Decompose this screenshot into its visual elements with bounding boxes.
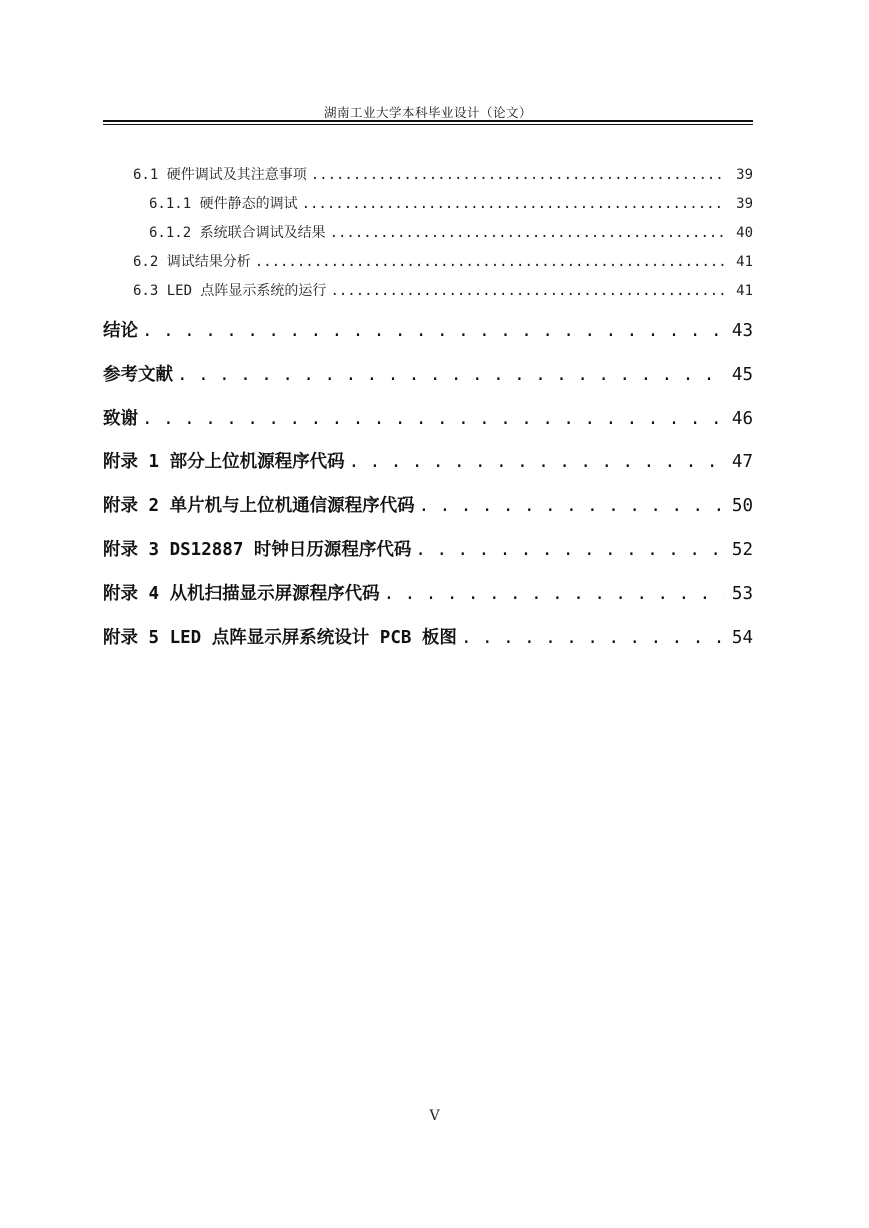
toc-entry-page: 53 [731, 584, 753, 604]
toc-entry[interactable] [103, 164, 753, 184]
running-header: 湖南工业大学本科毕业设计（论文） [323, 105, 532, 120]
toc-entry-title: 6.1.2 系统联合调试及结果 [149, 225, 326, 241]
toc-entry-page: 52 [731, 540, 753, 560]
toc-entry-title: 附录 4 从机扫描显示屏源程序代码 [103, 584, 380, 604]
toc-entry-conclusion[interactable] [103, 317, 753, 342]
toc-entry-title: 6.1.1 硬件静态的调试 [149, 196, 298, 212]
toc-dot-leader [419, 496, 725, 516]
toc-entry[interactable] [103, 251, 753, 271]
toc-entry-title: 结论 [103, 321, 138, 341]
toc-entry-page: 41 [736, 254, 753, 270]
header-rule [103, 120, 753, 122]
toc-dot-leader [311, 167, 725, 183]
toc-entry[interactable] [103, 222, 753, 242]
toc-entry-title: 附录 5 LED 点阵显示屏系统设计 PCB 板图 [103, 628, 457, 648]
toc-entry-appendix-5[interactable] [103, 624, 753, 649]
toc-entry-page: 39 [736, 196, 753, 212]
toc-dot-leader [415, 540, 725, 560]
toc-dot-leader [177, 365, 725, 385]
toc-entry-title: 致谢 [103, 409, 138, 429]
toc-entry-appendix-3[interactable] [103, 536, 753, 561]
toc-entry-title: 附录 2 单片机与上位机通信源程序代码 [103, 496, 415, 516]
toc-entry-title: 6.2 调试结果分析 [133, 254, 251, 270]
toc-entry-page: 54 [731, 628, 753, 648]
toc-entry-title: 附录 3 DS12887 时钟日历源程序代码 [103, 540, 412, 560]
toc-entry-title: 6.1 硬件调试及其注意事项 [133, 167, 307, 183]
toc-dot-leader [330, 225, 725, 241]
toc-entry-acknowledgements[interactable] [103, 405, 753, 430]
toc-entry[interactable] [103, 193, 753, 213]
toc-entry-appendix-1[interactable] [103, 448, 753, 473]
toc-entry-title: 附录 1 部分上位机源程序代码 [103, 452, 345, 472]
toc-entry-page: 50 [731, 496, 753, 516]
toc-dot-leader [142, 409, 725, 429]
toc-entry-page: 47 [731, 452, 753, 472]
toc-entry-page: 43 [731, 321, 753, 341]
toc-entry-title: 6.3 LED 点阵显示系统的运行 [133, 283, 327, 299]
toc-entry-appendix-4[interactable] [103, 580, 753, 605]
toc-entry-page: 41 [736, 283, 753, 299]
toc-dot-leader [142, 321, 725, 341]
toc-entry-page: 46 [731, 409, 753, 429]
toc-dot-leader [255, 254, 725, 270]
toc-entry-references[interactable] [103, 361, 753, 386]
header-rule-thin [103, 124, 753, 125]
toc-dot-leader [384, 584, 725, 604]
toc-dot-leader [302, 196, 725, 212]
toc-entry-title: 参考文献 [103, 365, 173, 385]
toc-dot-leader [349, 452, 725, 472]
toc-entry-page: 45 [731, 365, 753, 385]
toc-dot-leader [461, 628, 725, 648]
toc-entry-page: 39 [736, 167, 753, 183]
toc-dot-leader [330, 283, 725, 299]
toc-entry-appendix-2[interactable] [103, 492, 753, 517]
toc-entry[interactable] [103, 280, 753, 300]
page-number: V [429, 1108, 440, 1124]
toc-entry-page: 40 [736, 225, 753, 241]
